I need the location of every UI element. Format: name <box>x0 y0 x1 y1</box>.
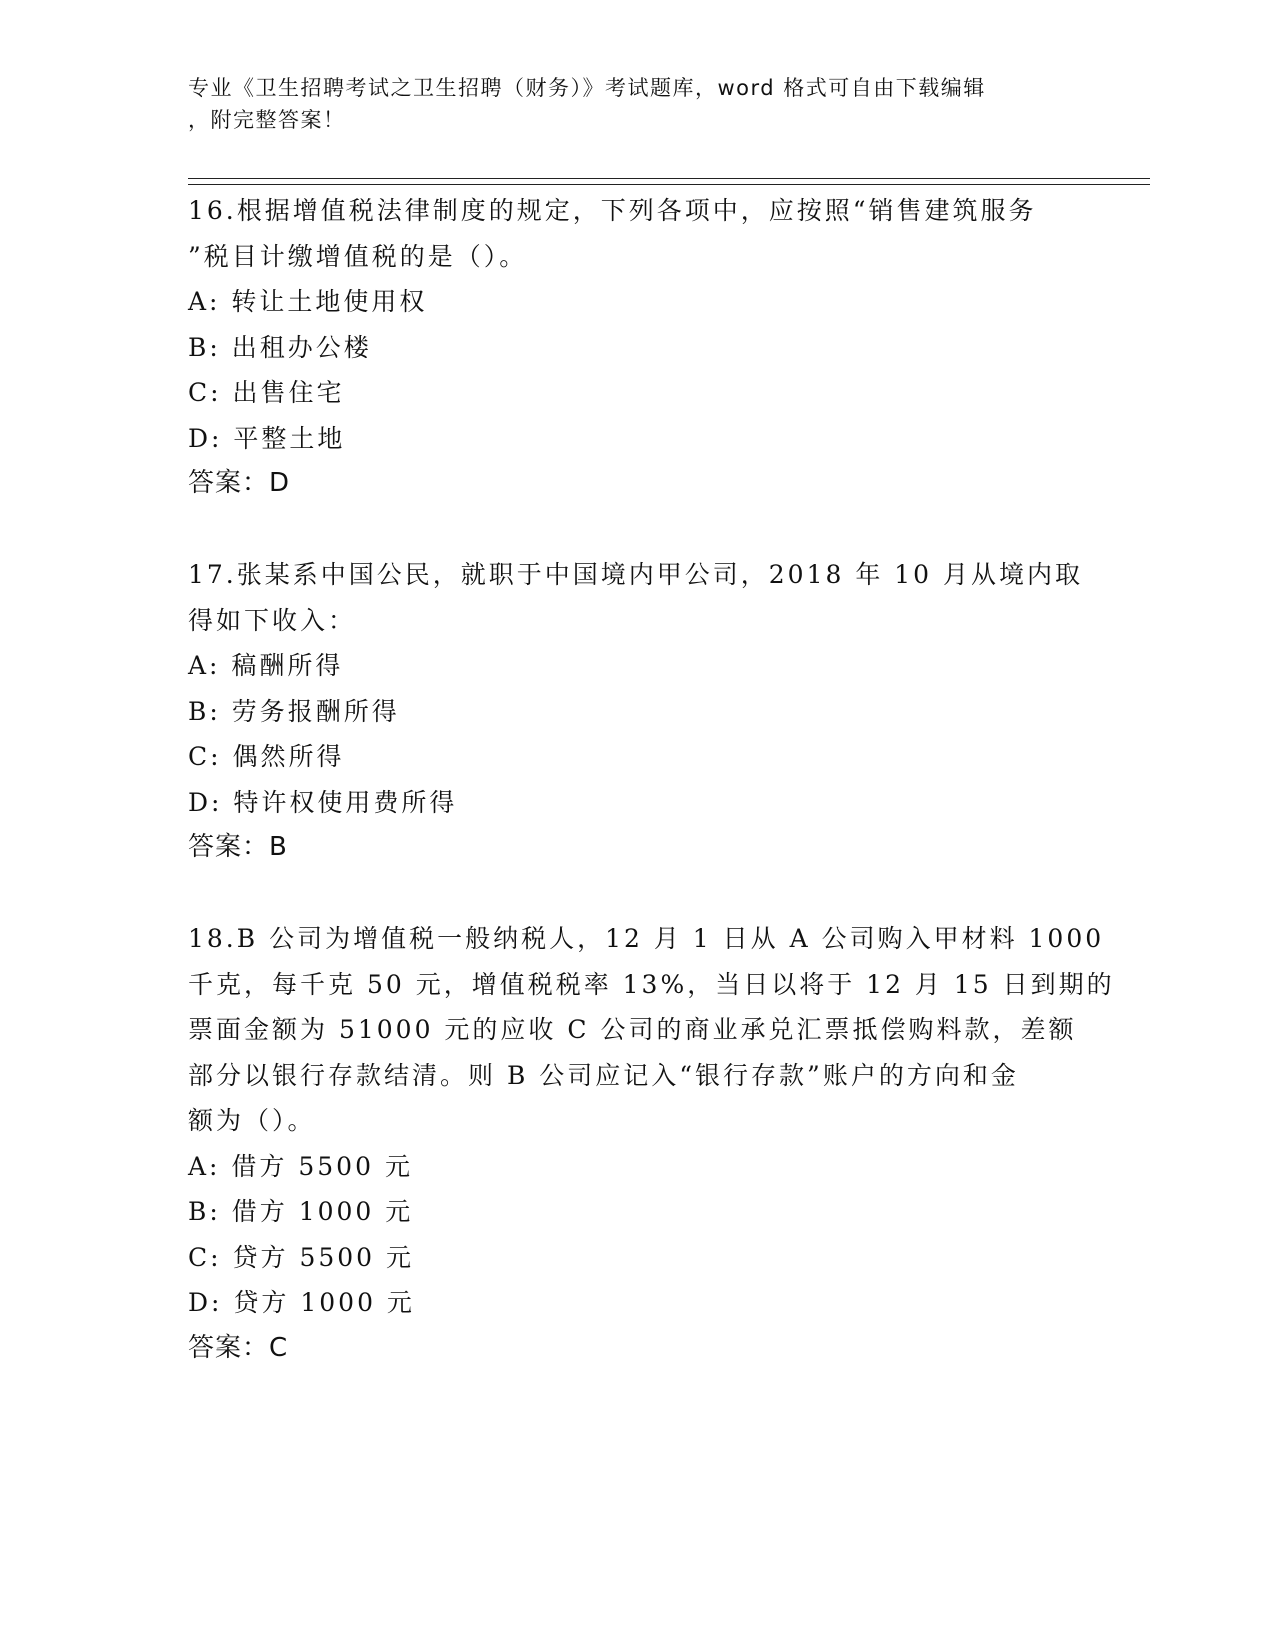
question-text-line: 16.根据增值税法律制度的规定，下列各项中，应按照“销售建筑服务 <box>188 196 1037 225</box>
question-text-line: 票面金额为 51000 元的应收 C 公司的商业承兑汇票抵偿购料款，差额 <box>188 1015 1077 1044</box>
option-d: D: 贷方 1000 元 <box>188 1288 415 1317</box>
option-c: C: 偶然所得 <box>188 742 345 771</box>
question-text-line: 额为（）。 <box>188 1106 316 1135</box>
question-text-line: 17.张某系中国公民，就职于中国境内甲公司，2018 年 10 月从境内取 <box>188 560 1084 589</box>
document-header <box>188 72 1068 136</box>
header-line-1: 专业《卫生招聘考试之卫生招聘（财务）》考试题库，word 格式可自由下载编辑 <box>188 76 986 100</box>
answer: 答案：B <box>188 832 288 862</box>
question-text-line: ”税目计缴增值税的是（）。 <box>188 241 528 271</box>
option-b: B: 出租办公楼 <box>188 332 372 362</box>
option-a: A: 借方 5500 元 <box>188 1151 413 1181</box>
option-d: D: 特许权使用费所得 <box>188 787 458 817</box>
header-line-2: ，附完整答案！ <box>188 108 346 132</box>
question-text-line: 部分以银行存款结清。则 B 公司应记入“银行存款”账户的方向和金 <box>188 1060 1019 1090</box>
option-b: B: 借方 1000 元 <box>188 1197 414 1226</box>
header-divider-bottom <box>188 184 1150 185</box>
option-c: C: 出售住宅 <box>188 378 345 407</box>
question-text-line: 18.B 公司为增值税一般纳税人，12 月 1 日从 A 公司购入甲材料 1000 <box>188 924 1105 953</box>
question-16 <box>188 188 1088 507</box>
option-a: A: 稿酬所得 <box>188 651 344 680</box>
question-text-line: 千克，每千克 50 元，增值税税率 13%，当日以将于 12 月 15 日到期的 <box>188 969 1115 999</box>
answer: 答案：C <box>188 1332 289 1363</box>
option-a: A: 转让土地使用权 <box>188 287 428 316</box>
question-text-line: 得如下收入： <box>188 605 357 635</box>
header-divider-top <box>188 178 1150 179</box>
option-d: D: 平整土地 <box>188 423 346 453</box>
question-18 <box>188 916 1115 1371</box>
option-c: C: 贷方 5500 元 <box>188 1242 415 1272</box>
option-b: B: 劳务报酬所得 <box>188 696 400 726</box>
answer: 答案：D <box>188 468 291 498</box>
question-17 <box>188 552 1088 871</box>
